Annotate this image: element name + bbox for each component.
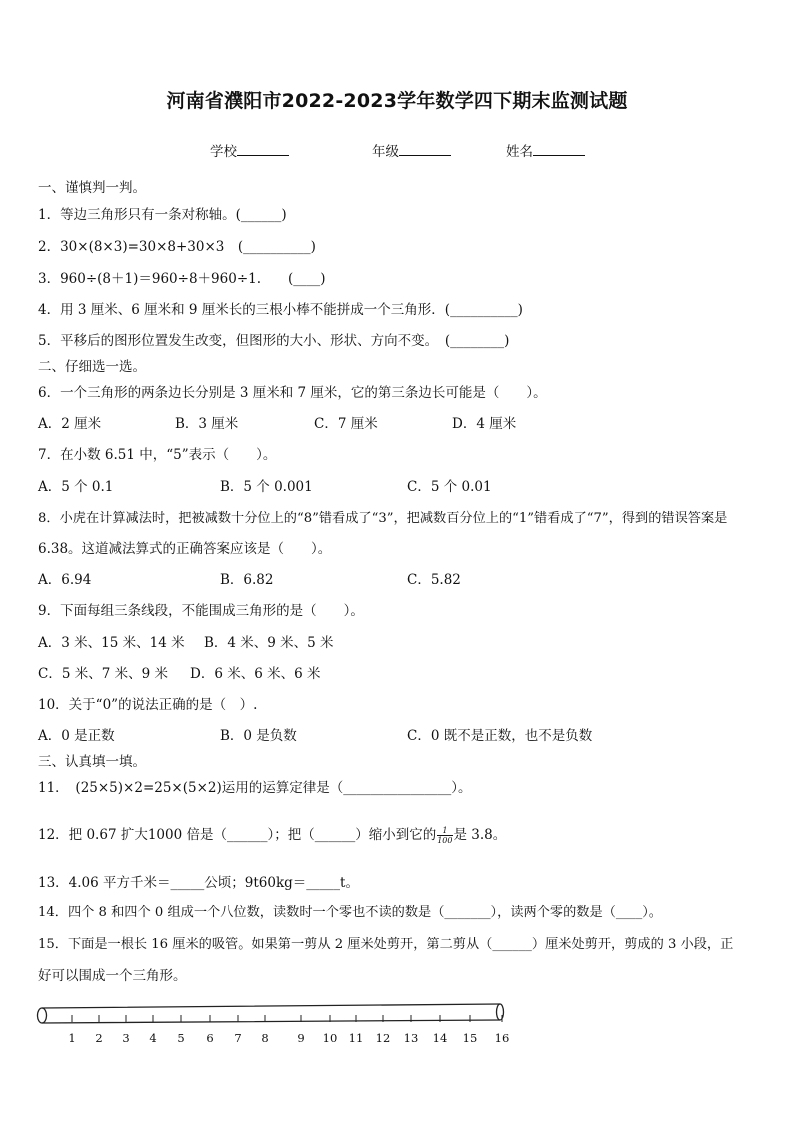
question-8-option-b[interactable]: B．6.82 xyxy=(220,572,274,588)
straw-outline xyxy=(38,1004,504,1023)
question-12-part2: 是 3.8。 xyxy=(453,827,507,843)
question-1: 1．等边三角形只有一条对称轴。(______) xyxy=(38,207,287,223)
question-11: 11． (25×5)×2=25×(5×2)运用的运算定律是（________________）。 xyxy=(38,780,472,796)
name-blank[interactable] xyxy=(533,141,585,156)
ruler-label: 1 xyxy=(68,1031,76,1045)
ruler-label: 3 xyxy=(122,1031,130,1045)
school-blank[interactable] xyxy=(237,141,289,156)
question-12-part1: 12．把 0.67 扩大1000 倍是（______）；把（______）缩小到它的 xyxy=(38,827,437,843)
question-13: 13．4.06 平方千米＝_____公顷；9t60kg＝_____t。 xyxy=(38,875,359,891)
question-3: 3．960÷(8＋1)＝960÷8＋960÷1. (____) xyxy=(38,271,326,287)
straw-ruler-figure xyxy=(30,1000,520,1052)
question-9-option-c[interactable]: C．5 米、7 米、9 米 xyxy=(38,666,168,682)
name-label: 姓名 xyxy=(506,144,533,160)
ruler-label: 10 xyxy=(322,1031,338,1045)
fraction-numerator: 1 xyxy=(437,826,452,836)
ruler-labels xyxy=(68,1031,509,1045)
question-9-option-b[interactable]: B．4 米、9 米、5 米 xyxy=(204,635,334,651)
question-2: 2．30×(8×3)=30×8+30×3 (__________) xyxy=(38,239,316,255)
question-6-option-d[interactable]: D．4 厘米 xyxy=(452,416,517,432)
ruler-label: 2 xyxy=(95,1031,103,1045)
question-6-stem: 6．一个三角形的两条边长分别是 3 厘米和 7 厘米，它的第三条边长可能是（ ）。 xyxy=(38,385,547,401)
question-9-option-d[interactable]: D．6 米、6 米、6 米 xyxy=(190,666,321,682)
fraction-one-hundredth xyxy=(437,826,452,845)
fraction-denominator: 100 xyxy=(437,836,453,845)
section-heading-1: 一、谨慎判一判。 xyxy=(38,180,146,196)
question-4: 4．用 3 厘米、6 厘米和 9 厘米长的三根小棒不能拼成一个三角形．(__________) xyxy=(38,302,523,318)
grade-blank[interactable] xyxy=(399,141,451,156)
grade-field[interactable] xyxy=(372,140,451,160)
question-15-line1: 15．下面是一根长 16 厘米的吸管。如果第一剪从 2 厘米处剪开，第二剪从（______）厘米处剪开，剪成的 3 小段，正 xyxy=(38,937,734,952)
question-6-option-a[interactable]: A．2 厘米 xyxy=(38,416,102,432)
question-8-stem-line1: 8．小虎在计算减法时，把被减数十分位上的“8”错看成了“3”，把减数百分位上的“1”错看成了“7”，得到的错误答案是 xyxy=(38,511,728,526)
question-10-option-c[interactable]: C．0 既不是正数，也不是负数 xyxy=(407,728,593,744)
ruler-label: 13 xyxy=(403,1031,419,1045)
name-field[interactable] xyxy=(506,140,585,160)
question-9-option-a[interactable]: A．3 米、15 米、14 米 xyxy=(38,635,185,651)
question-8-stem-line2: 6.38。这道减法算式的正确答案应该是（ ）。 xyxy=(38,541,332,557)
ruler-label: 12 xyxy=(375,1031,391,1045)
page-title: 河南省濮阳市2022-2023学年数学四下期末监测试题 xyxy=(166,90,628,112)
question-10-option-a[interactable]: A．0 是正数 xyxy=(38,728,115,744)
question-7-stem: 7．在小数 6.51 中，“5”表示（ ）。 xyxy=(38,447,277,463)
question-15-line2: 好可以围成一个三角形。 xyxy=(38,968,187,984)
grade-label: 年级 xyxy=(372,144,399,160)
question-9-stem: 9．下面每组三条线段，不能围成三角形的是（ ）。 xyxy=(38,603,364,619)
question-14: 14．四个 8 和四个 0 组成一个八位数，读数时一个零也不读的数是（_______），读两个零的数是（____）。 xyxy=(38,905,662,920)
question-12 xyxy=(38,826,506,845)
question-8-option-a[interactable]: A．6.94 xyxy=(38,572,92,588)
question-6-option-b[interactable]: B．3 厘米 xyxy=(175,416,239,432)
ruler-label: 7 xyxy=(234,1031,242,1045)
ruler-label: 6 xyxy=(206,1031,214,1045)
question-10-stem: 10．关于“0”的说法正确的是（ ）. xyxy=(38,697,258,713)
question-10-option-b[interactable]: B．0 是负数 xyxy=(220,728,297,744)
section-heading-3: 三、认真填一填。 xyxy=(38,754,146,770)
question-5: 5．平移后的图形位置发生改变，但图形的大小、形状、方向不变。 (________) xyxy=(38,333,510,349)
ruler-label: 5 xyxy=(177,1031,185,1045)
ruler-label: 15 xyxy=(462,1031,478,1045)
question-6-option-c[interactable]: C．7 厘米 xyxy=(314,416,378,432)
school-field[interactable] xyxy=(210,140,289,160)
ruler-label: 9 xyxy=(297,1031,305,1045)
ruler-label: 8 xyxy=(261,1031,269,1045)
school-label: 学校 xyxy=(210,144,237,160)
question-7-option-c[interactable]: C．5 个 0.01 xyxy=(407,479,492,495)
question-8-option-c[interactable]: C．5.82 xyxy=(407,572,461,588)
section-heading-2: 二、仔细选一选。 xyxy=(38,359,146,375)
question-7-option-a[interactable]: A．5 个 0.1 xyxy=(38,479,114,495)
question-7-option-b[interactable]: B．5 个 0.001 xyxy=(220,479,313,495)
ruler-label: 16 xyxy=(494,1031,510,1045)
ruler-label: 4 xyxy=(149,1031,157,1045)
ruler-label: 11 xyxy=(348,1031,364,1045)
ruler-label: 14 xyxy=(432,1031,448,1045)
